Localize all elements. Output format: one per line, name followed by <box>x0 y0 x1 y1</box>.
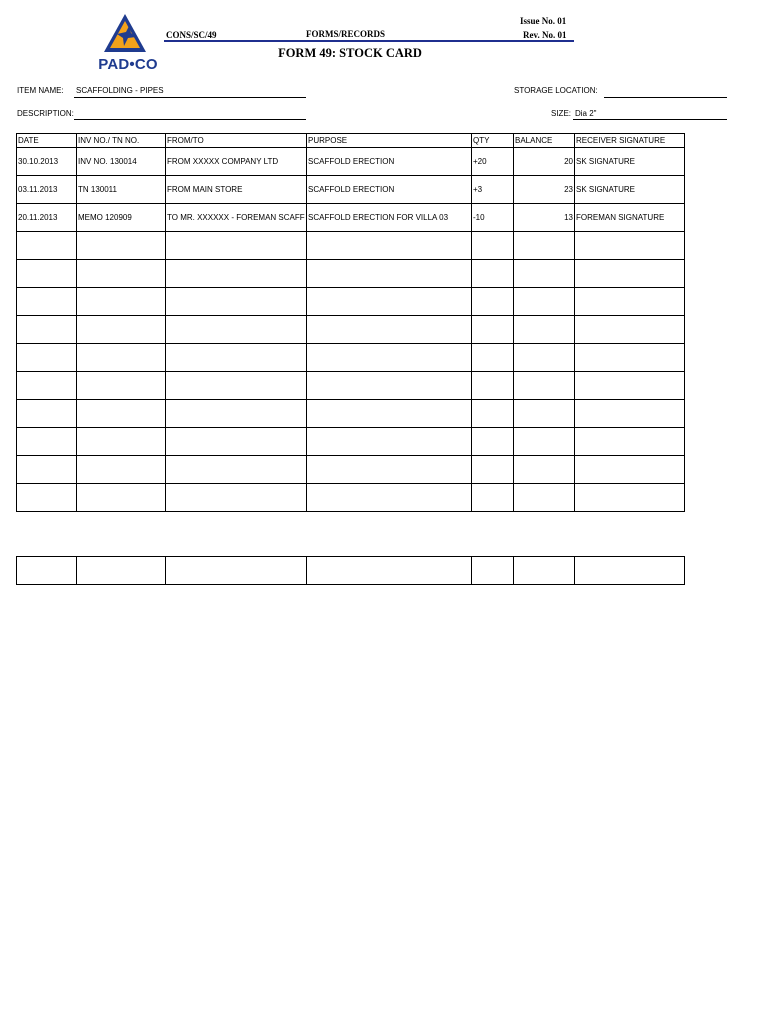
table-row <box>17 372 685 400</box>
cell-date[interactable] <box>17 232 77 260</box>
cell-balance[interactable] <box>514 484 575 512</box>
header-rule <box>164 40 574 42</box>
table-row <box>17 484 685 512</box>
table-row <box>17 204 685 232</box>
cell-inv-no[interactable]: INV NO. 130014 <box>77 148 166 176</box>
cell-qty[interactable] <box>472 260 514 288</box>
storage-location-label: STORAGE LOCATION: <box>514 86 598 95</box>
cell-purpose[interactable] <box>307 288 472 316</box>
cell-inv-no[interactable]: TN 130011 <box>77 176 166 204</box>
column-header-balance: BALANCE <box>514 134 575 148</box>
cell-purpose[interactable] <box>307 428 472 456</box>
column-header-inv-no: INV NO./ TN NO. <box>77 134 166 148</box>
table-row <box>17 557 685 585</box>
cell-inv-no[interactable]: MEMO 120909 <box>77 204 166 232</box>
cell-receiver-signature[interactable] <box>575 372 685 400</box>
cell-from-to[interactable] <box>166 288 307 316</box>
cell-inv-no[interactable] <box>77 456 166 484</box>
cell-from-to[interactable] <box>166 316 307 344</box>
padco-logo-icon <box>102 12 148 54</box>
cell-receiver-signature[interactable] <box>575 400 685 428</box>
cell-receiver-signature[interactable]: SK SIGNATURE <box>575 148 685 176</box>
cell-purpose[interactable] <box>307 260 472 288</box>
cell-date[interactable] <box>17 316 77 344</box>
cell-from-to[interactable] <box>166 400 307 428</box>
cell-qty[interactable] <box>472 456 514 484</box>
form-title: FORM 49: STOCK CARD <box>278 46 422 60</box>
cell-balance[interactable] <box>514 456 575 484</box>
cell-balance[interactable] <box>514 260 575 288</box>
cell-receiver-signature[interactable] <box>575 316 685 344</box>
cell-date[interactable] <box>17 428 77 456</box>
cell-balance[interactable] <box>514 232 575 260</box>
cell-qty[interactable] <box>472 428 514 456</box>
cell-qty[interactable]: +20 <box>472 148 514 176</box>
table-row <box>17 428 685 456</box>
cell-inv-no[interactable] <box>77 557 166 585</box>
cell-date[interactable] <box>17 557 77 585</box>
cell-date[interactable]: 20.11.2013 <box>17 204 77 232</box>
cell-from-to[interactable] <box>166 456 307 484</box>
cell-receiver-signature[interactable] <box>575 260 685 288</box>
cell-date[interactable] <box>17 400 77 428</box>
cell-receiver-signature[interactable] <box>575 557 685 585</box>
logo-wordmark: PAD•CO <box>98 56 158 73</box>
cell-purpose[interactable] <box>307 232 472 260</box>
cell-purpose[interactable] <box>307 400 472 428</box>
cell-balance[interactable] <box>514 288 575 316</box>
table-row <box>17 176 685 204</box>
cell-receiver-signature[interactable] <box>575 428 685 456</box>
cell-qty[interactable] <box>472 557 514 585</box>
cell-date[interactable] <box>17 456 77 484</box>
column-header-purpose: PURPOSE <box>307 134 472 148</box>
cell-receiver-signature[interactable] <box>575 484 685 512</box>
cell-date[interactable] <box>17 288 77 316</box>
cell-inv-no[interactable] <box>77 400 166 428</box>
cell-qty[interactable] <box>472 288 514 316</box>
description-label: DESCRIPTION: <box>17 109 74 118</box>
table-row <box>17 316 685 344</box>
column-header-date: DATE <box>17 134 77 148</box>
column-header-qty: QTY <box>472 134 514 148</box>
cell-purpose[interactable] <box>307 484 472 512</box>
size-value[interactable]: Dia 2" <box>575 109 597 118</box>
cell-purpose[interactable] <box>307 557 472 585</box>
cell-from-to[interactable] <box>166 484 307 512</box>
cell-inv-no[interactable] <box>77 232 166 260</box>
section-label: FORMS/RECORDS <box>306 29 386 39</box>
cell-purpose[interactable] <box>307 344 472 372</box>
cell-receiver-signature[interactable] <box>575 344 685 372</box>
cell-balance[interactable] <box>514 316 575 344</box>
cell-qty[interactable] <box>472 372 514 400</box>
cell-inv-no[interactable] <box>77 484 166 512</box>
table-row <box>17 400 685 428</box>
item-name-label: ITEM NAME: <box>17 86 64 95</box>
item-name-underline <box>74 97 306 98</box>
cell-from-to[interactable] <box>166 428 307 456</box>
cell-qty[interactable] <box>472 344 514 372</box>
item-name-value[interactable]: SCAFFOLDING - PIPES <box>76 86 164 95</box>
cell-balance[interactable] <box>514 428 575 456</box>
table-header-row <box>17 134 685 148</box>
cell-balance[interactable]: 13 <box>514 204 575 232</box>
cell-qty[interactable]: +3 <box>472 176 514 204</box>
cell-from-to[interactable] <box>166 344 307 372</box>
cell-qty[interactable] <box>472 316 514 344</box>
cell-receiver-signature[interactable] <box>575 232 685 260</box>
cell-receiver-signature[interactable] <box>575 456 685 484</box>
cell-date[interactable]: 30.10.2013 <box>17 148 77 176</box>
table-row <box>17 260 685 288</box>
cell-date[interactable] <box>17 372 77 400</box>
description-underline <box>74 119 306 120</box>
column-header-from-to: FROM/TO <box>166 134 307 148</box>
cell-inv-no[interactable] <box>77 372 166 400</box>
cell-from-to[interactable] <box>166 232 307 260</box>
cell-from-to[interactable]: FROM MAIN STORE <box>166 176 307 204</box>
cell-purpose[interactable] <box>307 372 472 400</box>
cell-inv-no[interactable] <box>77 428 166 456</box>
cell-qty[interactable] <box>472 400 514 428</box>
extra-row-table <box>16 556 685 585</box>
issue-number: Issue No. 01 <box>520 16 567 26</box>
cell-receiver-signature[interactable]: FOREMAN SIGNATURE <box>575 204 685 232</box>
cell-date[interactable] <box>17 260 77 288</box>
cell-inv-no[interactable] <box>77 260 166 288</box>
cell-balance[interactable] <box>514 557 575 585</box>
cell-qty[interactable] <box>472 484 514 512</box>
document-code: CONS/SC/49 <box>166 30 217 40</box>
cell-qty[interactable] <box>472 232 514 260</box>
cell-balance[interactable] <box>514 372 575 400</box>
cell-date[interactable]: 03.11.2013 <box>17 176 77 204</box>
revision-number: Rev. No. 01 <box>523 30 567 40</box>
cell-purpose[interactable] <box>307 316 472 344</box>
cell-receiver-signature[interactable] <box>575 288 685 316</box>
table-row <box>17 456 685 484</box>
cell-purpose[interactable]: SCAFFOLD ERECTION FOR VILLA 03 <box>307 204 472 232</box>
cell-balance[interactable]: 20 <box>514 148 575 176</box>
size-label: SIZE: <box>551 109 572 118</box>
cell-from-to[interactable] <box>166 372 307 400</box>
table-row <box>17 232 685 260</box>
cell-date[interactable] <box>17 484 77 512</box>
storage-location-underline <box>604 97 727 98</box>
cell-purpose[interactable]: SCAFFOLD ERECTION <box>307 176 472 204</box>
size-underline <box>573 119 727 120</box>
table-row <box>17 148 685 176</box>
cell-from-to[interactable] <box>166 557 307 585</box>
table-row <box>17 344 685 372</box>
cell-receiver-signature[interactable]: SK SIGNATURE <box>575 176 685 204</box>
cell-inv-no[interactable] <box>77 344 166 372</box>
cell-balance[interactable] <box>514 344 575 372</box>
stock-card-table <box>16 133 685 512</box>
cell-balance[interactable] <box>514 400 575 428</box>
cell-date[interactable] <box>17 344 77 372</box>
cell-from-to[interactable]: TO MR. XXXXXX - FOREMAN SCAFF <box>166 204 307 232</box>
cell-from-to[interactable] <box>166 260 307 288</box>
company-logo <box>96 12 166 76</box>
cell-purpose[interactable] <box>307 456 472 484</box>
cell-qty[interactable]: -10 <box>472 204 514 232</box>
cell-purpose[interactable]: SCAFFOLD ERECTION <box>307 148 472 176</box>
column-header-receiver-signature: RECEIVER SIGNATURE <box>575 134 685 148</box>
table-row <box>17 288 685 316</box>
cell-inv-no[interactable] <box>77 288 166 316</box>
cell-inv-no[interactable] <box>77 316 166 344</box>
cell-from-to[interactable]: FROM XXXXX COMPANY LTD <box>166 148 307 176</box>
cell-balance[interactable]: 23 <box>514 176 575 204</box>
